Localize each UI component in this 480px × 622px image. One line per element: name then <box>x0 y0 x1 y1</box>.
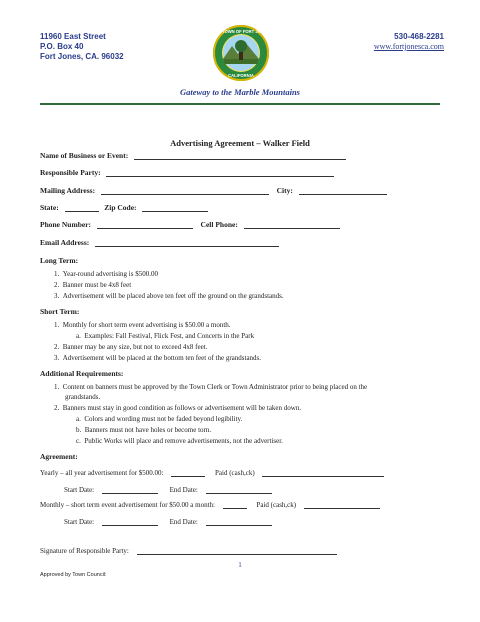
list-item: 3. Advertisement will be placed above ten feet off the ground on the grandstands. <box>54 292 284 300</box>
monthly-label: Monthly – short term event advertisement for $50.00 a month: <box>40 501 215 509</box>
list-item: 3. Advertisement will be placed at the bottom ten feet of the grandstands. <box>54 354 262 362</box>
yearly-paid-field[interactable] <box>262 468 384 477</box>
city-field[interactable] <box>299 186 387 195</box>
signature-label: Signature of Responsible Party: <box>40 547 129 555</box>
document-title: Advertising Agreement – Walker Field <box>170 138 310 148</box>
address-line-3: Fort Jones, CA. 96032 <box>40 52 124 61</box>
phone-row <box>40 220 340 229</box>
phone-number-field[interactable] <box>97 220 193 229</box>
monthly-end-date-label: End Date: <box>169 518 198 526</box>
zip-code-label: Zip Code: <box>104 203 137 212</box>
tagline: Gateway to the Marble Mountains <box>180 87 300 97</box>
email-row <box>40 238 279 247</box>
yearly-label: Yearly – all year advertisement for $500.00: <box>40 469 164 477</box>
list-item: 2. Banner must be 4x8 feet <box>54 281 132 289</box>
list-item-continued: grandstands. <box>65 393 101 401</box>
yearly-paid-label: Paid (cash,ck) <box>215 469 255 477</box>
state-field[interactable] <box>65 203 99 212</box>
town-address <box>40 32 124 62</box>
zip-code-field[interactable] <box>142 203 208 212</box>
monthly-start-date-label: Start Date: <box>64 518 95 526</box>
mailing-address-label: Mailing Address: <box>40 186 96 195</box>
additional-requirements-heading: Additional Requirements: <box>40 369 124 378</box>
list-item: 1. Monthly for short term event advertising is $50.00 a month. <box>54 321 231 329</box>
page-number: 1 <box>238 561 242 569</box>
list-item: c. Public Works will place and remove advertisements, not the advertiser. <box>76 437 283 445</box>
yearly-amount-field[interactable] <box>171 468 205 477</box>
business-name-row <box>40 151 346 160</box>
approved-note: Approved by Town Council: <box>40 572 107 578</box>
monthly-dates-row <box>64 517 272 526</box>
seal-text-top: THE TOWN OF FORT JONES <box>212 29 270 34</box>
mailing-address-row <box>40 186 387 195</box>
address-line-1: 11960 East Street <box>40 32 106 41</box>
cell-phone-field[interactable] <box>244 220 340 229</box>
monthly-row <box>40 500 380 509</box>
address-line-2: P.O. Box 40 <box>40 42 84 51</box>
yearly-row <box>40 468 384 477</box>
email-address-label: Email Address: <box>40 238 90 247</box>
monthly-paid-field[interactable] <box>304 500 380 509</box>
signature-field[interactable] <box>137 546 337 555</box>
state-zip-row <box>40 203 208 212</box>
list-item: a. Colors and wording must not be faded beyond legibility. <box>76 415 243 423</box>
monthly-amount-field[interactable] <box>223 500 247 509</box>
monthly-paid-label: Paid (cash,ck) <box>256 501 297 509</box>
signature-row <box>40 546 337 555</box>
list-item: a. Examples: Fall Festival, Flick Fest, and Concerts in the Park <box>76 332 255 340</box>
email-address-field[interactable] <box>95 238 279 247</box>
yearly-start-date-label: Start Date: <box>64 486 95 494</box>
agreement-heading: Agreement: <box>40 452 78 461</box>
yearly-dates-row <box>64 485 272 494</box>
list-item: 1. Year-round advertising is $500.00 <box>54 270 158 278</box>
contact-block <box>374 32 444 52</box>
responsible-party-field[interactable] <box>106 168 334 177</box>
city-label: City: <box>276 186 293 195</box>
long-term-heading: Long Term: <box>40 256 79 265</box>
list-item: 2. Banner may be any size, but not to exceed 4x8 feet. <box>54 343 208 351</box>
monthly-start-date-field[interactable] <box>102 517 158 526</box>
monthly-end-date-field[interactable] <box>206 517 272 526</box>
cell-phone-label: Cell Phone: <box>200 220 238 229</box>
list-item: 2. Banners must stay in good condition as follows or advertisement will be taken down. <box>54 404 302 412</box>
yearly-start-date-field[interactable] <box>102 485 158 494</box>
yearly-end-date-field[interactable] <box>206 485 272 494</box>
list-item: 1. Content on banners must be approved by the Town Clerk or Town Administrator prior to being placed on the <box>54 383 368 391</box>
phone-number: 530-468-2281 <box>394 32 444 41</box>
mailing-address-field[interactable] <box>101 186 269 195</box>
business-name-label: Name of Business or Event: <box>40 151 129 160</box>
list-item: b. Banners must not have holes or become torn. <box>76 426 212 434</box>
yearly-end-date-label: End Date: <box>169 486 198 494</box>
town-seal-logo <box>212 24 270 82</box>
phone-number-label: Phone Number: <box>40 220 92 229</box>
header-divider <box>40 103 440 105</box>
responsible-party-label: Responsible Party: <box>40 168 101 177</box>
state-label: State: <box>40 203 59 212</box>
seal-text-bottom: CALIFORNIA <box>228 73 254 78</box>
business-name-field[interactable] <box>134 151 346 160</box>
website-link[interactable]: www.fortjonesca.com <box>373 42 444 51</box>
short-term-heading: Short Term: <box>40 307 80 316</box>
responsible-party-row <box>40 168 334 177</box>
